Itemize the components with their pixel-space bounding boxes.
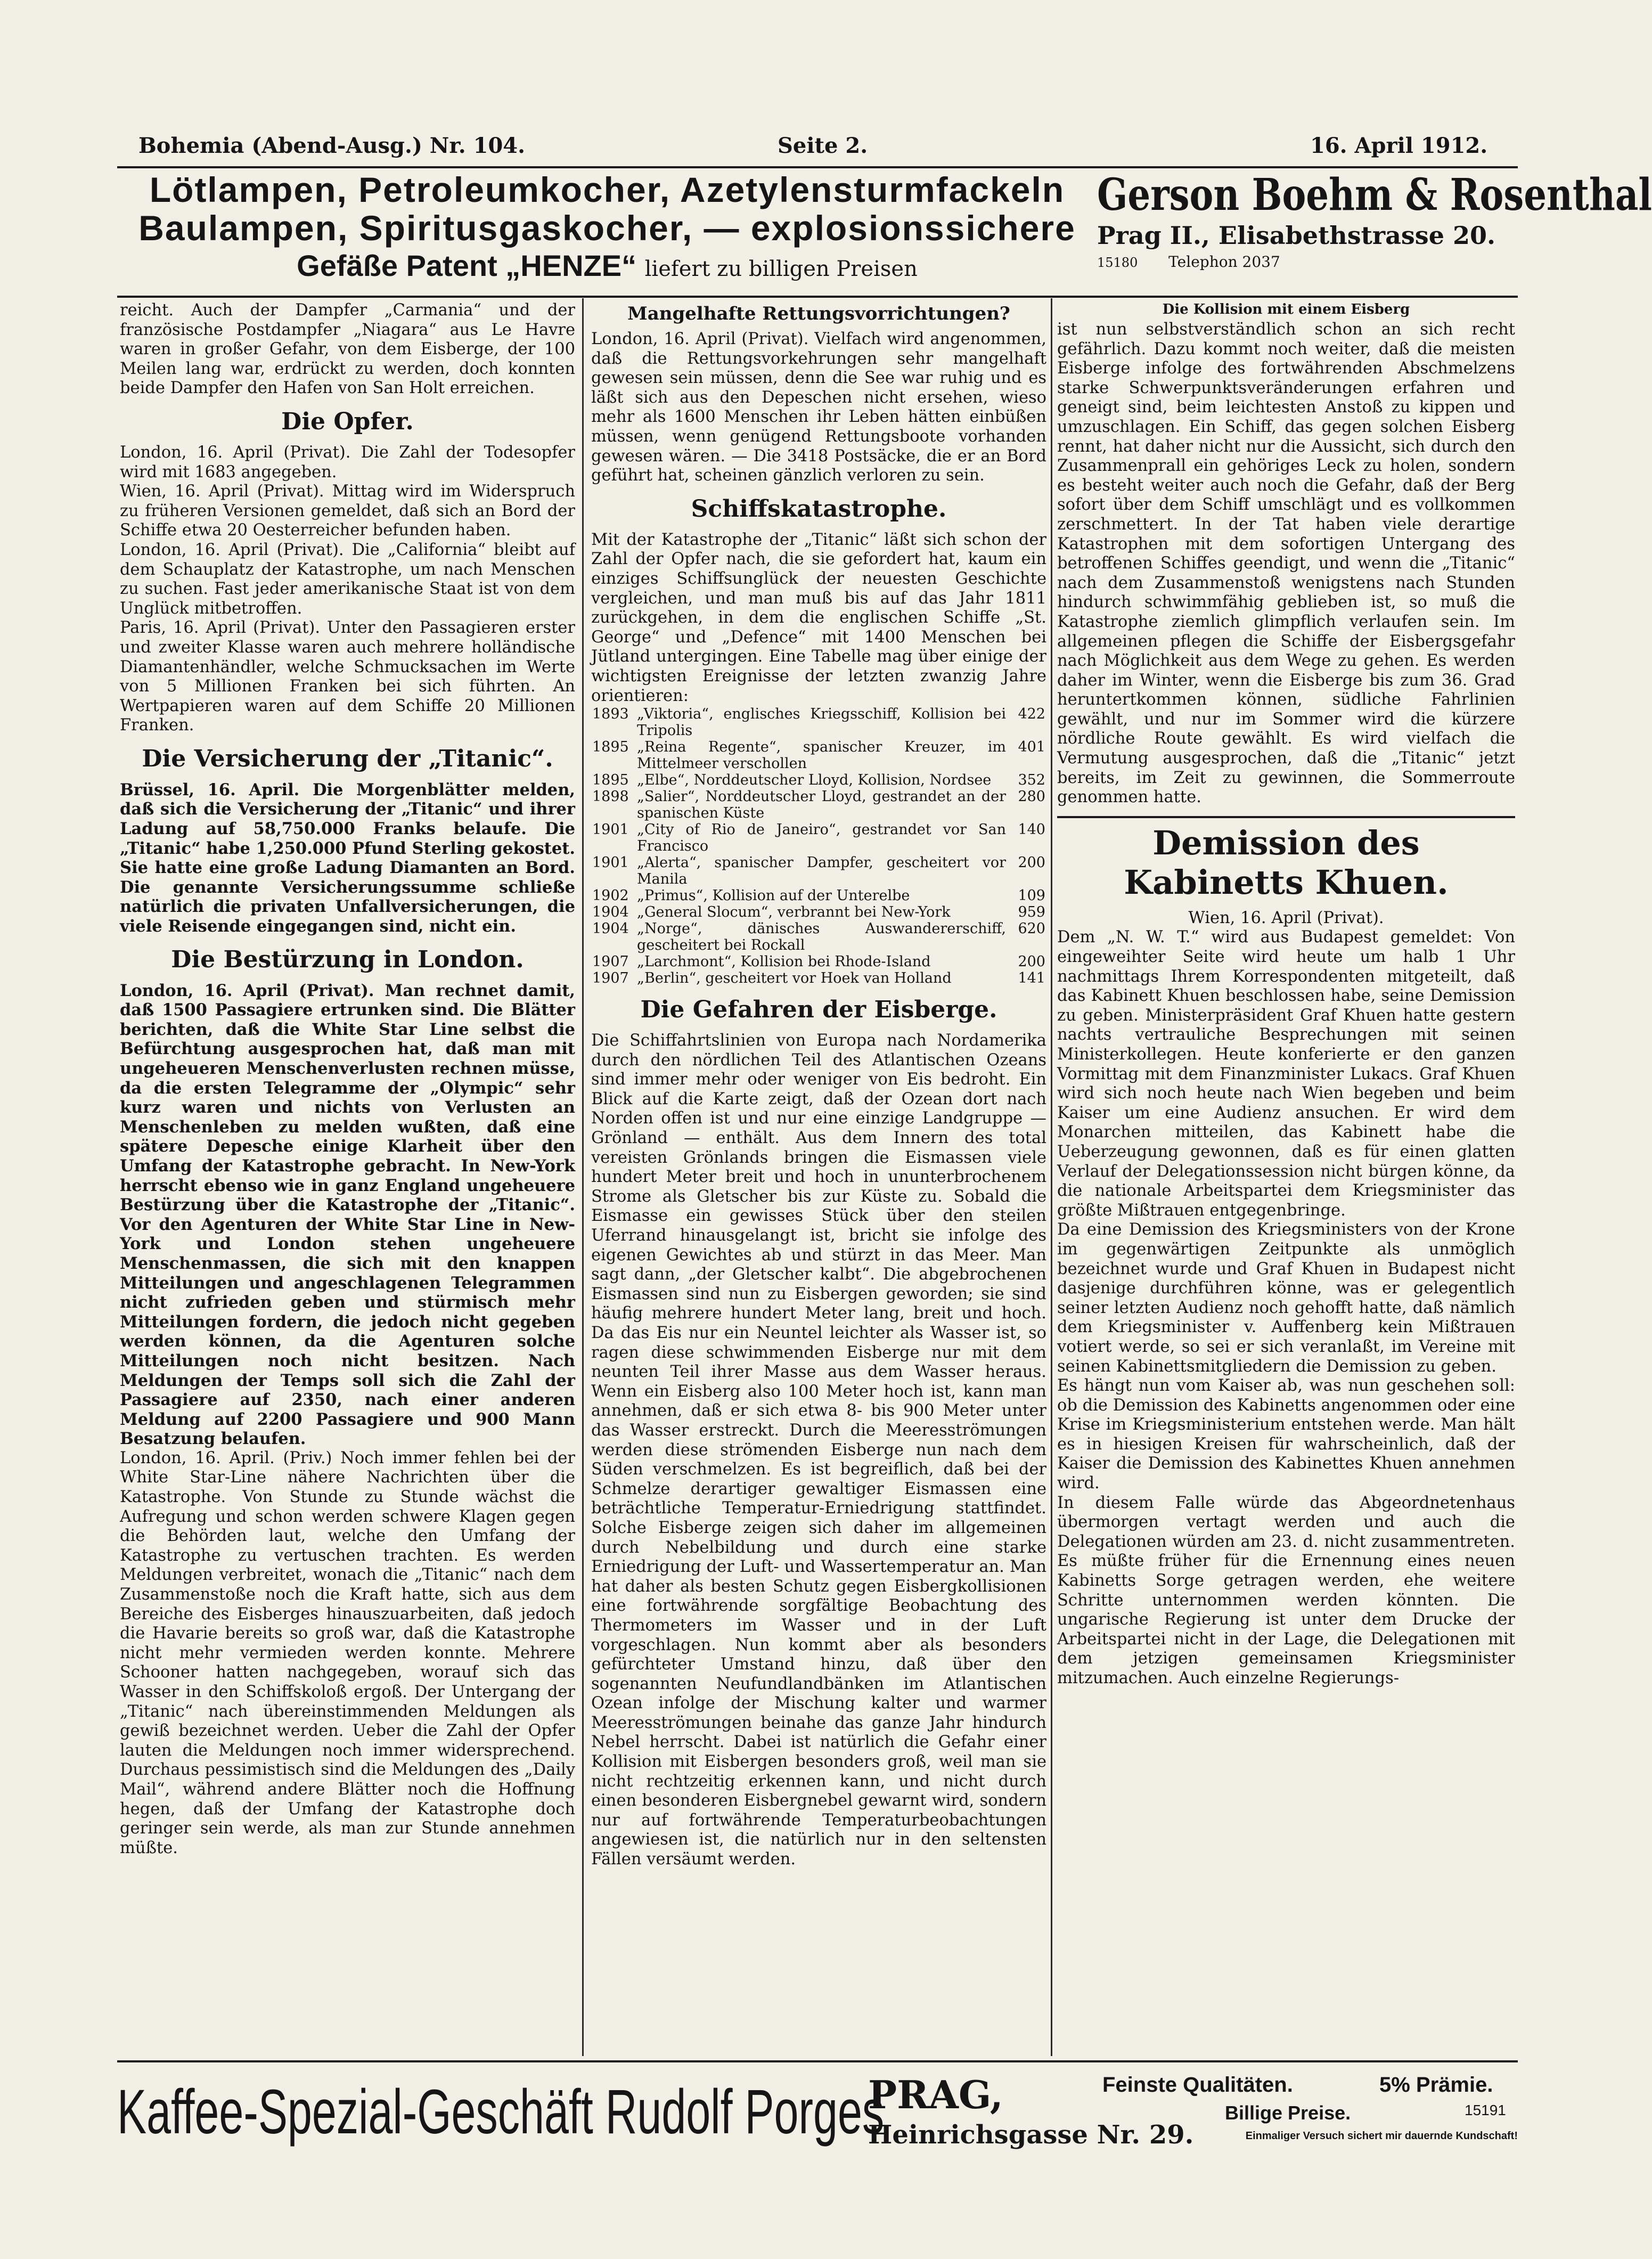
paragraph: Brüssel, 16. April. Die Morgenblätter melden, daß sich die Versicherung der „Titanic“ und ihrer Ladung auf 58,750.000 Franks belaufe. Die „Titanic“ habe 1,250.000 Pfund Sterling gekostet. Sie hatte eine große Ladung Diamanten an Bord. Die genannte Versicherungssumme schließe natürlich die privaten Unfallversicherungen, die viele Reisende eingegangen sind, nicht ein. [120, 780, 575, 936]
advertisement-top [117, 169, 1652, 293]
ad-top-line-3-small: liefert zu billigen Preisen [644, 257, 918, 281]
header-page-number: Seite 2. [778, 133, 868, 158]
ship-year: 1904 [592, 904, 629, 921]
ship-year: 1893 [592, 706, 629, 723]
ad-top-line-1: Lötlampen, Petroleumkocher, Azetylensturmfackeln [149, 170, 1065, 209]
ad-top-line-3-main: Gefäße Patent „HENZE“ [297, 249, 637, 282]
ad-bottom-note: Einmaliger Versuch sichert mir dauernde Kundschaft! [1245, 2130, 1518, 2142]
table-row [591, 706, 1046, 739]
column-divider-2 [1051, 298, 1052, 2056]
paragraph: Dem „N. W. T.“ wird aus Budapest gemeldet: Von eingeweihter Seite wird heute um halb 1 Uhr nachmittags Ihrem Korrespondenten mitgeteilt, daß das Kabinett Khuen beschlossen habe, seine Demission zu geben. Ministerpräsident Graf Khuen hatte gestern nachts vertrauliche Besprechungen mit seinen Ministerkollegen. Heute konferierte er den ganzen Vormittag mit dem Finanzminister Lukacs. Graf Khuen wird sich noch heute nach Wien begeben und beim Kaiser um eine Audienz ansuchen. Er wird dem Monarchen mitteilen, das Kabinett habe die Ueberzeugung gewonnen, daß es für einen glatten Verlauf der Delegationssession nicht bürgen könne, da die nationale Arbeitspartei dem Kriegsminister das größte Mißtrauen entgegenbringe. [1057, 928, 1515, 1220]
section-heading-opfer: Die Opfer. [281, 407, 414, 435]
section-heading-bestuerzung: Die Bestürzung in London. [171, 945, 524, 973]
ad-top-contact [1097, 251, 1512, 273]
section-heading-kollision: Die Kollision mit einem Eisberg [1162, 301, 1410, 317]
column-divider-1 [582, 298, 584, 2056]
paragraph: Die Schiffahrtslinien von Europa nach Nordamerika durch den nördlichen Teil des Atlantischen Ozeans sind immer mehr oder weniger von Eis bedroht. Ein Blick auf die Karte zeigt, daß der Ozean dort nach Norden offen ist und nur eine einzige Landgruppe — Grönland — enthält. Aus dem Innern des total vereisten Grönlands bringen die Eismassen viele hundert Meter breit und hoch in ununterbrochenem Strome als Gletscher bis zur Küste zu. Sobald die Eismasse ein gewisses Stück über den steilen Uferrand hinausgelangt ist, bricht sie infolge des eigenen Gewichtes ab und stürzt in das Meer. Man sagt dann, „der Gletscher kalbt“. Die abgebrochenen Eismassen sind nun zu Eisbergen geworden; sie sind häufig mehrere hundert Meter lang, breit und hoch. Da das Eis nur ein Neuntel leichter als Wasser ist, so ragen diese schwimmenden Eisberge nur mit dem neunten Teil ihrer Masse aus dem Wasser heraus. Wenn ein Eisberg also 100 Meter hoch ist, kann man annehmen, daß er sich etwa 8- bis 900 Meter unter das Wasser erstreckt. Durch die Meeresströmungen werden diese strömenden Eisberge nun nach dem Süden verschmelzen. Es ist begreiflich, daß bei der Schmelze derartiger gewaltiger Eismassen eine beträchtliche Temperatur-Erniedrigung stattfindet. Solche Eisberge zeigen sich daher im allgemeinen durch Nebelbildung und durch eine starke Erniedrigung der Luft- und Wassertemperatur an. Man hat daher als besten Schutz gegen Eisbergkollisionen eine fortwährende sorgfältige Beobachtung des Thermometers im Wasser und in der Luft vorgeschlagen. Nun kommt aber als besonders gefürchteter Umstand hinzu, daß über den sogenannten Neufundlandbänken im Atlantischen Ozean infolge der Mischung kalter und warmer Meeresströmungen beinahe das ganze Jahr hindurch Nebel herrscht. Dabei ist natürlich die Gefahr einer Kollision mit Eisbergen besonders groß, weil man sie nicht rechtzeitig erkennen kann, und nicht durch einen besonderen Eisbergnebel gewarnt wird, sondern nur auf fortwährende Temperaturbeobachtungen angewiesen ist, die natürlich nur in den seltensten Fällen versäumt werden. [591, 1031, 1046, 1869]
section-heading-demission: Demission des Kabinetts Khuen. [1124, 823, 1449, 902]
ad-top-address: Prag II., Elisabethstrasse 20. [1097, 221, 1496, 250]
column-1 [120, 301, 575, 2059]
section-heading-gefahren: Die Gefahren der Eisberge. [640, 996, 997, 1024]
ship-description: „General Slocum“, verbrannt bei New-York [637, 904, 951, 921]
ship-victims: 422 [1018, 706, 1045, 723]
ship-description: „Elbe“, Norddeutscher Lloyd, Kollision, Nordsee [637, 772, 992, 789]
ad-bottom-firm-name: Kaffee-Spezial-Geschäft Rudolf Porges [117, 2077, 885, 2147]
ship-description: „Berlin“, gescheitert vor Hoek van Holland [637, 970, 952, 987]
ship-description: „Norge“, dänisches Auswandererschiff, gescheitert bei Rockall [637, 920, 1006, 954]
ad-top-telephone: Telephon 2037 [1168, 253, 1280, 271]
ad-top-firm-block [1097, 169, 1652, 288]
ship-victims: 140 [1018, 821, 1045, 838]
ship-victims: 620 [1018, 920, 1045, 937]
paragraph: Es hängt nun vom Kaiser ab, was nun geschehen soll: ob die Demission des Kabinetts angenommen oder eine Krise im Kriegsministerium entstehen werde. Man hält es in hiesigen Kreisen für wahrscheinlich, daß der Kaiser die Demission des Kabinettes Khuen annehmen wird. [1057, 1376, 1515, 1493]
ship-year: 1907 [592, 970, 629, 987]
ad-bottom-street: Heinrichsgasse Nr. 29. [868, 2120, 1194, 2150]
table-row [591, 904, 1046, 920]
ad-bottom-city: PRAG, [868, 2072, 1003, 2117]
ad-top-firm-name: Gerson Boehm & Rosenthal [1097, 169, 1652, 221]
paragraph: ist nun selbstverständlich schon an sich recht gefährlich. Dazu kommt noch weiter, daß die meisten Eisberge infolge des fortwährenden Abschmelzens starke Schwerpunktsveränderungen erfahren und geneigt sind, beim leichtesten Anstoß zu kippen und umzuschlagen. Ein Schiff, das gegen solchen Eisberg rennt, hat daher nicht nur die Aussicht, sich durch den Zusammenprall ein gehöriges Leck zu holen, sondern es besteht weiter auch noch die Gefahr, daß der Berg sofort über dem Schiff umschlägt und es vollkommen zerschmettert. In der Tat haben viele derartige Katastrophen mit dem sofortigen Untergang des betroffenen Schiffes geendigt, und wenn die „Titanic“ nach dem Zusammenstoß wenigstens nach Stunden hindurch schwimmfähig geblieben ist, so muß die Katastrophe ziemlich glimpflich verlaufen sein. Im allgemeinen pflegen die Schiffe der Eisbergsgefahr nach Möglichkeit aus dem Wege zu gehen. Es werden daher im Winter, wenn die Eisberge bis zum 36. Grad heruntertkommen können, südliche Fahrlinien gewählt, und nur im Sommer wird die kürzere nördliche Route gewählt. Es wird vielfach die Vermutung ausgesprochen, daß die „Titanic“ jetzt bereits, im Zeit zu gewinnen, die Sommerroute genommen hatte. [1057, 320, 1515, 807]
table-row [591, 788, 1046, 821]
ad-top-rule [117, 296, 1518, 298]
table-row [591, 772, 1046, 788]
header-rule [117, 166, 1518, 168]
column-2 [591, 301, 1046, 2059]
column-3 [1057, 301, 1515, 2059]
ad-bottom-premium: 5% Prämie. [1379, 2073, 1493, 2097]
table-row [591, 821, 1046, 854]
ship-victims: 200 [1018, 953, 1045, 971]
ad-bottom-id: 15191 [1465, 2102, 1506, 2118]
ad-top-line-2: Baulampen, Spiritusgaskocher, — explosionssichere [138, 208, 1076, 248]
ship-victims: 200 [1018, 854, 1045, 871]
paragraph: reicht. Auch der Dampfer „Carmania“ und der französische Postdampfer „Niagara“ aus Le Havre waren in großer Gefahr, von dem Eisberge, der 100 Meilen lang war, erdrückt zu werden, doch konnten beide Dampfer den Hafen von San Holt erreichen. [120, 301, 575, 398]
section-heading-versicherung: Die Versicherung der „Titanic“. [142, 745, 553, 772]
paragraph: Da eine Demission des Kriegsministers von der Krone im gegenwärtigen Zeitpunkte als unmöglich bezeichnet wurde und Graf Khuen in Budapest nicht dasjenige durchführen könne, was er gelegentlich seiner letzten Audienz noch gehofft hatte, daß nämlich dem Kriegsminister v. Auffenberg kein Mißtrauen votiert werde, so sei er sich veranlaßt, im Vereine mit seinen Kabinettsmitgliedern die Demission zu geben. [1057, 1220, 1515, 1376]
paragraph: London, 16. April (Privat). Vielfach wird angenommen, daß die Rettungsvorkehrungen sehr mangelhaft gewesen sein müssen, denn die See war ruhig und es läßt sich aus den Depeschen nicht ersehen, wieso mehr als 1600 Menschen ihr Leben hätten einbüßen müssen, wenn genügend Rettungsboote vorhanden gewesen wären. — Die 3418 Postsäcke, die er an Bord geführt hat, scheinen gänzlich verloren zu sein. [591, 330, 1046, 485]
paragraph: In diesem Falle würde das Abgeordnetenhaus übermorgen vertagt werden und auch die Delegationen würden am 23. d. nicht zusammentreten. Es müßte früher für die Ernennung eines neuen Kabinetts Sorge getragen werden, ehe weitere Schritte unternommen werden könnten. Die ungarische Regierung ist unter dem Drucke der Arbeitspartei nicht in der Lage, die Delegationen mit dem jetzigen gemeinsamen Kriegsminister mitzumachen. Auch einzelne Regierungs- [1057, 1493, 1515, 1687]
section-heading-schiffskatastrophe: Schiffskatastrophe. [691, 495, 947, 523]
table-row [591, 953, 1046, 970]
ship-description: „Viktoria“, englisches Kriegsschiff, Kollision bei Tripolis [637, 706, 1006, 739]
page-header [138, 128, 1502, 165]
table-row [591, 970, 1046, 986]
ship-victims: 280 [1018, 788, 1045, 805]
ad-bottom-rule [117, 2060, 1518, 2062]
paragraph: Paris, 16. April (Privat). Unter den Passagieren erster und zweiter Klasse waren auch mehrere holländische Diamantenhändler, welche Schmucksachen im Werte von 5 Millionen Franken bei sich führten. An Wertpapieren waren auf dem Schiffe 20 Millionen Franken. [120, 618, 575, 735]
section-rule [1057, 813, 1515, 818]
table-row [591, 887, 1046, 904]
ship-description: „City of Rio de Janeiro“, gestrandet vor San Francisco [637, 821, 1006, 855]
ship-description: „Primus“, Kollision auf der Unterelbe [637, 887, 910, 904]
ship-description: „Salier“, Norddeutscher Lloyd, gestrandet an der spanischen Küste [637, 788, 1006, 822]
ad-bottom-prices: Billige Preise. [1225, 2102, 1351, 2124]
ship-year: 1902 [592, 887, 629, 904]
table-row [591, 854, 1046, 887]
ship-victims: 959 [1018, 904, 1045, 921]
ad-top-line-3 [122, 247, 1092, 288]
ship-description: „Reina Regente“, spanischer Kreuzer, im Mittelmeer verschollen [637, 739, 1006, 772]
paragraph: London, 16. April (Privat). Die „California“ bleibt auf dem Schauplatz der Katastrophe, um nach Menschen zu suchen. Fast jeder amerikanische Staat ist von dem Unglück mitbetroffen. [120, 540, 575, 618]
ad-top-id: 15180 [1097, 255, 1138, 270]
table-row [591, 739, 1046, 772]
ship-year: 1895 [592, 739, 629, 756]
ship-victims: 352 [1018, 772, 1045, 789]
ship-victims: 141 [1018, 970, 1045, 987]
ad-top-product-text [122, 170, 1092, 288]
ship-description: „Alerta“, spanischer Dampfer, gescheitert vor Manila [637, 854, 1006, 888]
dateline: Wien, 16. April (Privat). [1188, 908, 1384, 927]
header-date: 16. April 1912. [1310, 133, 1488, 158]
paragraph: London, 16. April (Privat). Die Zahl der Todesopfer wird mit 1683 angegeben. [120, 443, 575, 482]
ship-year: 1898 [592, 788, 629, 805]
paragraph: London, 16. April (Privat). Man rechnet damit, daß 1500 Passagiere ertrunken sind. Die Blätter berichten, daß die White Star Line selbst die Befürchtung ausgesprochen hat, daß man mit ungeheueren Menschenverlusten rechnen müsse, da die ersten Telegramme der „Olympic“ sehr kurz waren und nichts von Verlusten an Menschenleben zu melden wußten, daß eine spätere Depesche einige Klarheit über den Umfang der Katastrophe gebracht. In New-York herrscht ebenso wie in ganz England ungeheuere Bestürzung über die Katastrophe der „Titanic“. Vor den Agenturen der White Star Line in New-York und London stehen ungeheuere Menschenmassen, die sich mit den knappen Mitteilungen und angeschlagenen Telegrammen nicht zufrieden geben und stürmisch mehr Mitteilungen fordern, die jedoch nicht gegeben werden können, da die Agenturen solche Mitteilungen noch nicht besitzen. Nach Meldungen der Temps soll sich die Zahl der Passagiere auf 2350, nach einer anderen Meldung auf 2200 Passagiere und 900 Mann Besatzung belaufen. [120, 981, 575, 1449]
ship-year: 1907 [592, 953, 629, 971]
ship-victims: 401 [1018, 739, 1045, 756]
ship-year: 1895 [592, 772, 629, 789]
header-edition: Bohemia (Abend-Ausg.) Nr. 104. [138, 133, 526, 158]
section-heading-rettung: Mangelhafte Rettungsvorrichtungen? [627, 303, 1010, 324]
ship-victims: 109 [1018, 887, 1045, 904]
paragraph: Mit der Katastrophe der „Titanic“ läßt sich schon der Zahl der Opfer nach, die sie gefordert hat, kaum ein einziges Schiffsunglück der neuesten Geschichte vergleichen, und man muß bis auf das Jahr 1811 zurückgehen, in dem die englischen Schiffe „St. George“ und „Defence“ mit 1400 Menschen bei Jütland untergingen. Eine Tabelle mag über einige der wichtigsten Ereignisse der letzten zwanzig Jahre orientieren: [591, 530, 1046, 705]
advertisement-bottom [117, 2067, 1518, 2168]
paragraph: London, 16. April. (Priv.) Noch immer fehlen bei der White Star-Line nähere Nachrichten über die Katastrophe. Von Stunde zu Stunde wächst die Aufregung und schon werden schwere Klagen gegen die Behörden laut, welche den Umfang der Katastrophe zu vertuschen trachten. Es werden Meldungen verbreitet, wonach die „Titanic“ nach dem Zusammenstoße noch die Kraft hatte, sich aus dem Bereiche des Eisberges hinauszuarbeiten, daß jedoch die Havarie bereits so groß war, daß die Katastrophe nicht mehr vermieden werden konnte. Mehrere Schooner hatten nachgegeben, worauf sich das Wasser in den Schiffskoloß ergoß. Der Untergang der „Titanic“ nach übereinstimmenden Meldungen als gewiß bezeichnet werden. Ueber die Zahl der Opfer lauten die Meldungen noch immer widersprechend. Durchaus pessimistisch sind die Meldungen des „Daily Mail“, während andere Blätter noch die Hoffnung hegen, daß der Umfang der Katastrophe doch geringer sein werde, als man zur Stunde annehmen müßte. [120, 1448, 575, 1857]
table-row [591, 920, 1046, 953]
paragraph: Wien, 16. April (Privat). Mittag wird im Widerspruch zu früheren Versionen gemeldet, daß sich an Bord der Schiffe etwa 20 Oesterreicher befunden haben. [120, 482, 575, 540]
ship-year: 1901 [592, 821, 629, 838]
ship-disaster-table [591, 706, 1046, 986]
ship-year: 1901 [592, 854, 629, 871]
ship-description: „Larchmont“, Kollision bei Rhode-Island [637, 953, 931, 971]
ad-bottom-quality: Feinste Qualitäten. [1102, 2073, 1293, 2097]
ship-year: 1904 [592, 920, 629, 937]
